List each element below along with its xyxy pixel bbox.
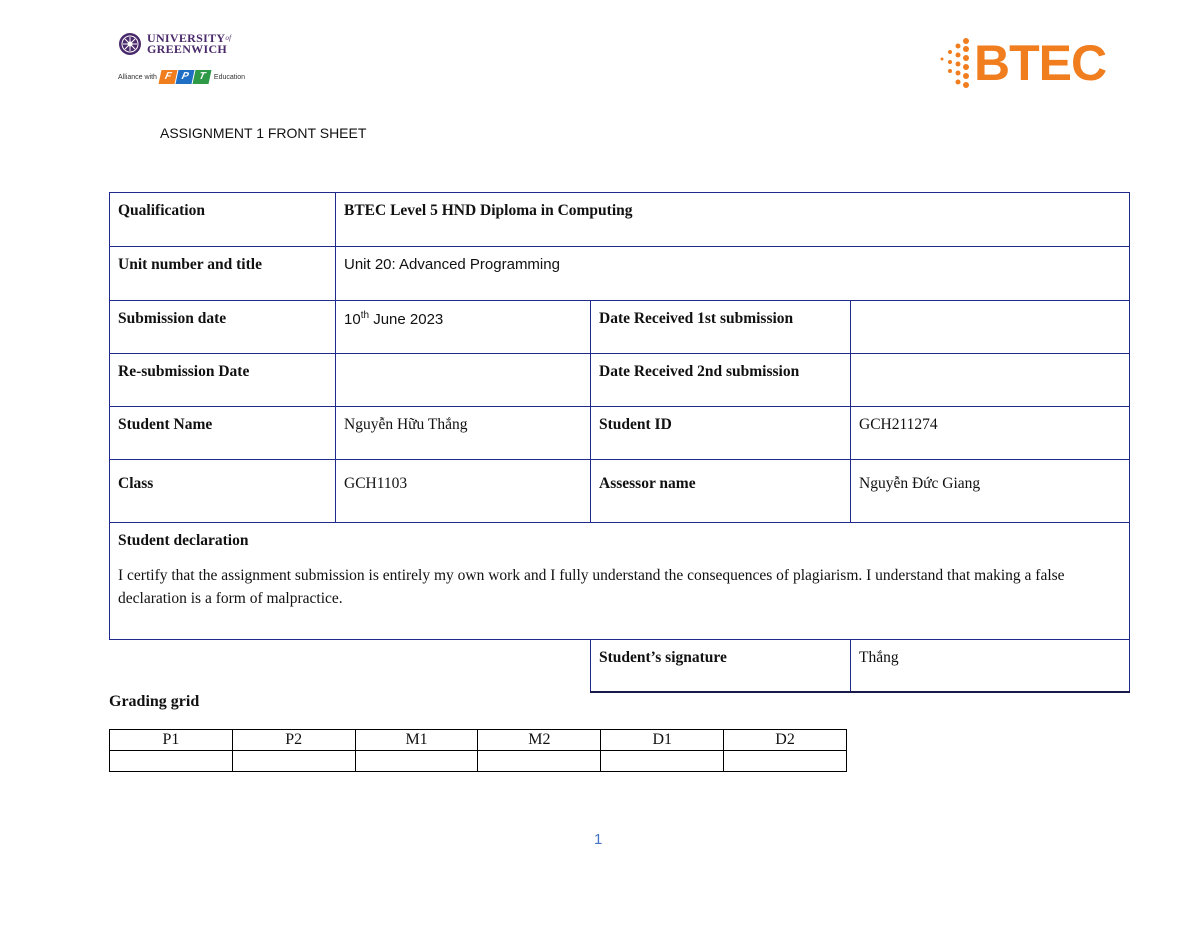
signature-value: Thắng (851, 640, 1130, 692)
grade-value-m2 (478, 751, 601, 772)
class-value: GCH1103 (336, 460, 591, 523)
student-id-value: GCH211274 (851, 407, 1130, 460)
received-2nd-value (851, 354, 1130, 407)
grade-value-p2 (232, 751, 355, 772)
student-name-value: Nguyễn Hữu Thắng (336, 407, 591, 460)
assessor-label: Assessor name (591, 460, 851, 523)
resubmission-label: Re-submission Date (110, 354, 336, 407)
grading-grid-table (109, 729, 847, 772)
class-label: Class (110, 460, 336, 523)
university-of-greenwich-logo (118, 32, 248, 96)
declaration-cell (110, 523, 1130, 640)
page-title: ASSIGNMENT 1 FRONT SHEET (160, 125, 367, 141)
page-number: 1 (594, 831, 603, 848)
university-line1: UNIVERSITY (147, 31, 226, 45)
submission-date-label: Submission date (110, 301, 336, 354)
alliance-suffix: Education (213, 73, 246, 81)
university-line2: GREENWICH (147, 42, 228, 56)
class-row (110, 460, 1130, 523)
grading-grid-title: Grading grid (109, 693, 200, 710)
declaration-title: Student declaration (118, 532, 249, 549)
btec-wordmark: BTEC (974, 35, 1107, 91)
unit-label: Unit number and title (110, 247, 336, 301)
received-2nd-label: Date Received 2nd submission (591, 354, 851, 407)
resubmission-value (336, 354, 591, 407)
declaration-row (110, 523, 1130, 640)
signature-label: Student’s signature (591, 640, 851, 692)
grade-value-m1 (355, 751, 478, 772)
received-1st-label: Date Received 1st submission (591, 301, 851, 354)
submission-row (110, 301, 1130, 354)
signature-row (110, 640, 1130, 692)
btec-dots-icon (936, 37, 974, 89)
grading-header-row (110, 730, 847, 751)
grade-value-d1 (601, 751, 724, 772)
student-id-label: Student ID (591, 407, 851, 460)
grade-header-d2: D2 (724, 730, 847, 751)
grade-header-d1: D1 (601, 730, 724, 751)
grade-value-d2 (724, 751, 847, 772)
university-seal-icon (118, 32, 142, 56)
qualification-value: BTEC Level 5 HND Diploma in Computing (336, 193, 1130, 247)
unit-row (110, 247, 1130, 301)
assessor-value: Nguyễn Đức Giang (851, 460, 1130, 523)
fpt-letter-p: P (175, 70, 194, 84)
grade-value-p1 (110, 751, 233, 772)
student-row (110, 407, 1130, 460)
signature-spacer (110, 640, 591, 692)
grading-value-row (110, 751, 847, 772)
resubmission-row (110, 354, 1130, 407)
submission-date-rest: June 2023 (369, 311, 444, 328)
fpt-logo (160, 70, 211, 84)
grade-header-p1: P1 (110, 730, 233, 751)
grade-header-m1: M1 (355, 730, 478, 751)
university-of: of (225, 34, 232, 42)
unit-value: Unit 20: Advanced Programming (336, 247, 1130, 301)
declaration-text: I certify that the assignment submission is entirely my own work and I fully understand the consequences of plagiarism. I understand that making a false declaration is a form of malpractice. (118, 567, 1065, 607)
grade-header-m2: M2 (478, 730, 601, 751)
fpt-alliance (118, 70, 248, 84)
submission-date-suffix: th (360, 310, 370, 321)
student-name-label: Student Name (110, 407, 336, 460)
fpt-letter-f: F (158, 70, 177, 84)
fpt-letter-t: T (192, 70, 211, 84)
btec-logo (936, 34, 1120, 92)
qualification-row (110, 193, 1130, 247)
submission-date-value (336, 301, 591, 354)
received-1st-value (851, 301, 1130, 354)
grade-header-p2: P2 (232, 730, 355, 751)
submission-date-day: 10 (344, 311, 361, 328)
qualification-label: Qualification (110, 193, 336, 247)
alliance-prefix: Alliance with (118, 73, 157, 81)
front-sheet-table (109, 192, 1130, 693)
